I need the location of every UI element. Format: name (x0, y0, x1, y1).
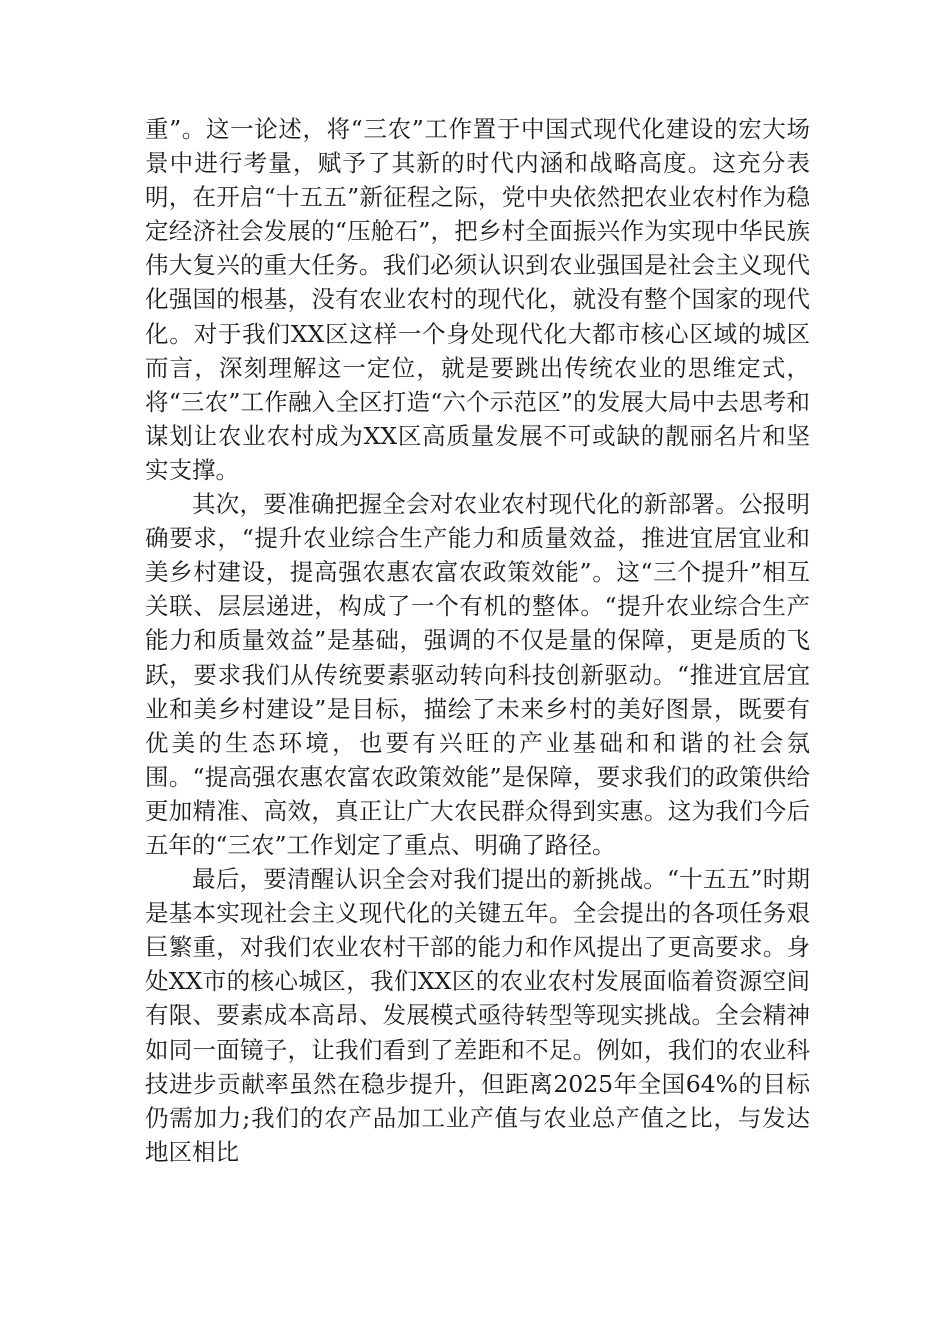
paragraph-new-deployment: 其次，要准确把握全会对农业农村现代化的新部署。公报明确要求，“提升农业综合生产能力和质量效益，推进宜居宜业和美乡村建设，提高强农惠农富农政策效能”。这“三个提升”相互关联、层层递进，构成了一个有机的整体。“提升农业综合生产能力和质量效益”是基础，强调的不仅是量的保障，更是质的飞跃，要求我们从传统要素驱动转向科技创新驱动。“推进宜居宜业和美乡村建设”是目标，描绘了未来乡村的美好图景，既要有优美的生态环境，也要有兴旺的产业基础和和谐的社会氛围。“提高强农惠农富农政策效能”是保障，要求我们的政策供给更加精准、高效，真正让广大农民群众得到实惠。这为我们今后五年的“三农”工作划定了重点、明确了路径。 (145, 490, 810, 859)
document-body (145, 112, 810, 1169)
paragraph-continuation: 重”。这一论述，将“三农”工作置于中国式现代化建设的宏大场景中进行考量，赋予了其新的时代内涵和战略高度。这充分表明，在开启“十五五”新征程之际，党中央依然把农业农村作为稳定经济社会发展的“压舱石”，把乡村全面振兴作为实现中华民族伟大复兴的重大任务。我们必须认识到农业强国是社会主义现代化强国的根基，没有农业农村的现代化，就没有整个国家的现代化。对于我们XX区这样一个身处现代化大都市核心区域的城区而言，深刻理解这一定位，就是要跳出传统农业的思维定式，将“三农”工作融入全区打造“六个示范区”的发展大局中去思考和谋划让农业农村成为XX区高质量发展不可或缺的靓丽名片和坚实支撑。 (145, 115, 810, 484)
paragraph-new-challenges: 最后，要清醒认识全会对我们提出的新挑战。“十五五”时期是基本实现社会主义现代化的关键五年。全会提出的各项任务艰巨繁重，对我们农业农村干部的能力和作风提出了更高要求。身处XX市的核心城区，我们XX区的农业农村发展面临着资源空间有限、要素成本高昂、发展模式亟待转型等现实挑战。全会精神如同一面镜子，让我们看到了差距和不足。例如，我们的农业科技进步贡献率虽然在稳步提升，但距离2025年全国64%的目标仍需加力;我们的农产品加工业产值与农业总产值之比，与发达地区相比 (145, 865, 810, 1166)
